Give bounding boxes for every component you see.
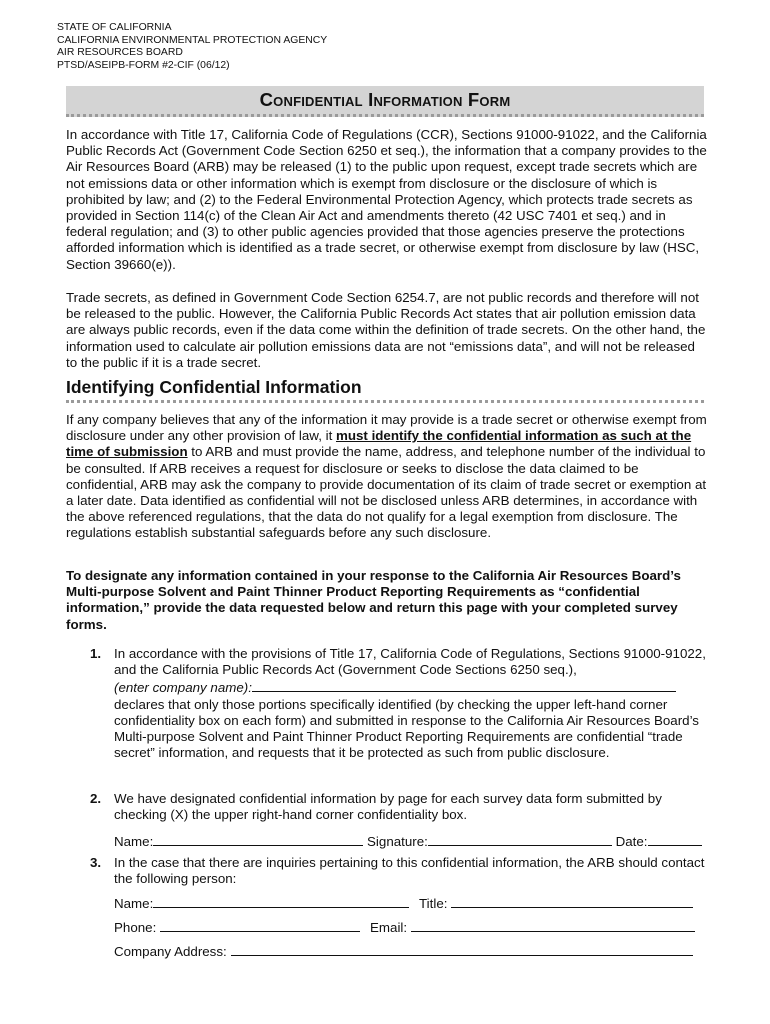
email-label: Email: [370,920,408,935]
contact-title-label: Title: [419,896,448,911]
item-number: 3. [90,855,102,870]
section-heading: Identifying Confidential Information [66,377,362,397]
signature-field[interactable] [428,832,612,846]
paragraph-identifying [66,412,708,542]
emphasis-text: must identify the confidential information as such at the time of submission [66,428,692,460]
signature-label: Signature: [367,834,428,849]
contact-title-field[interactable] [451,894,693,908]
paragraph-text: If any company believes that any of the information it may provide is a trade secret or otherwise exempt from disclosure under any other provision of law, it [66,412,707,444]
item-text-declaration: declares that only those portions specifically identified (by checking the upper left-hand corner confidentiality box on each form) and submitted in response to the California Air Resources Board’s Multi-purpose Solvent and Paint Thinner Product Reporting Requirements are confidential “trade secret” information, and requests that it be protected as such from public disclosure. [114,696,699,761]
item-text: In the case that there are inquiries pertaining to this confidential information, the ARB should contact the following person: [114,855,705,887]
company-address-field[interactable] [231,942,693,956]
paragraph-trade-secrets: Trade secrets, as defined in Government Code Section 6254.7, are not public records and therefore will not be released to the public. However, the California Public Records Act states that air pollution emission data are always public records, even if the data come within the definition of trade secrets. On the other hand, the information used to calculate air pollution emissions data are not “emissions data”, and will not be released to the public if it is a trade secret. [66,290,706,370]
agency-header [57,22,327,72]
date-field[interactable] [648,832,702,846]
item-text [114,646,710,761]
contact-name-label: Name: [114,896,154,911]
contact-name-field[interactable] [153,894,409,908]
item-text: We have designated confidential information by page for each survey data form submitted by checking (X) the upper right-hand corner confidentiality box. [114,791,662,823]
phone-field[interactable] [160,918,360,932]
header-line: STATE OF CALIFORNIA [57,22,172,33]
name-field[interactable] [153,832,363,846]
contact-phone-row [114,918,695,936]
header-line: AIR RESOURCES BOARD [57,47,183,59]
email-field[interactable] [411,918,695,932]
form-number: PTSD/ASEIPB-FORM #2-CIF (06/12) [57,59,230,71]
company-name-field[interactable] [252,678,676,692]
date-label: Date: [615,834,648,849]
company-address-row [114,942,693,960]
item-number: 1. [90,646,102,661]
phone-label: Phone: [114,920,157,935]
section-divider [66,400,704,403]
item-text-intro: In accordance with the provisions of Title 17, California Code of Regulations, Sections 91000-91022, and the California Public Records Act (Government Code Sections 6250 seq.), [114,646,706,678]
header-line: CALIFORNIA ENVIRONMENTAL PROTECTION AGENCY [57,34,328,46]
paragraph-text: to ARB and must provide the name, address, and telephone number of the individual to be consulted. If ARB receives a request for disclosure or seeks to disclose the data claimed to be confidential, ARB may ask the company to provide documentation of its claim of trade secret or exemption at a later date. Data identified as confidential will not be disclosed unless ARB determines, in accordance with the above referenced regulations, that the data do not qualify for a legal exemption from disclosure. The regulations establish substantial safeguards before any such disclosure. [66,444,707,541]
contact-name-row [114,894,693,912]
name-label: Name: [114,834,154,849]
page-title: Confidential Information Form [259,89,511,110]
title-bar [66,86,704,117]
company-name-row [114,678,710,696]
company-address-label: Company Address: [114,944,227,959]
designation-instructions: To designate any information contained in your response to the California Air Resources Board’s Multi-purpose Solvent and Paint Thinner Product Reporting Requirements as “confidential information,” provide the data requested below and return this page with your completed survey forms. [66,568,681,632]
company-name-label: (enter company name): [114,680,252,696]
signature-row [114,832,702,850]
paragraph-ccr-disclosure: In accordance with Title 17, California Code of Regulations (CCR), Sections 91000-91022, and the California Public Records Act (Government Code Section 6250 et seq.), the information that a company provides to the Air Resources Board (ARB) may be released (1) to the public upon request, except trade secrets which are not emissions data or other information which is exempt from disclosure or the disclosure of which is prohibited by law; and (2) to the Federal Environmental Protection Agency, which protects trade secrets as provided in Section 114(c) of the Clean Air Act and amendments thereto (42 USC 7401 et seq.) and in federal regulation; and (3) to other public agencies provided that those agencies preserve the protections afforded information which is identified as a trade secret, or otherwise exempt from disclosure by law (HSC, Section 39660(e)). [66,127,707,272]
item-number: 2. [90,791,102,806]
